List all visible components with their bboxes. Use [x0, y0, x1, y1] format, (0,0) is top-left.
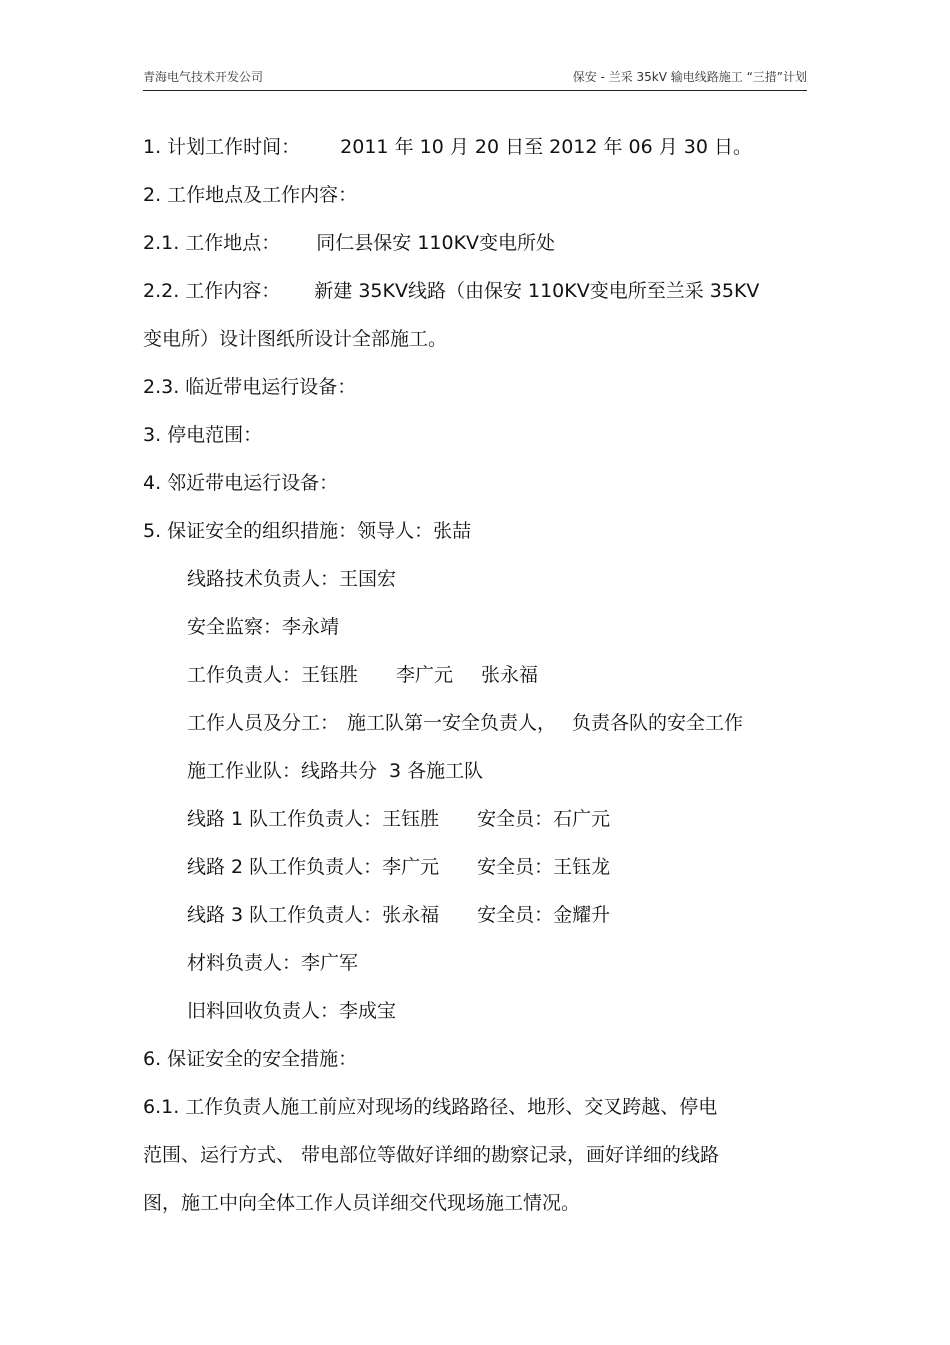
section-6-1-line-a: 6.1. 工作负责人施工前应对现场的线路路径、地形、交叉跨越、停电 — [143, 1096, 718, 1118]
tech-lead-line: 线路技术负责人：王国宏 — [187, 568, 397, 590]
staff-division-line — [143, 704, 823, 752]
work-content-value: 新建 35KV线路（由保安 110KV变电所至兰采 35KV — [314, 280, 760, 302]
section-5: 5. 保证安全的组织措施：领导人：张喆 — [143, 520, 472, 542]
work-location-value: 同仁县保安 110KV变电所处 — [316, 232, 556, 254]
work-content-line — [143, 272, 823, 320]
work-leaders-line — [143, 656, 823, 704]
staff-division-b: 负责各队的安全工作 — [572, 712, 744, 734]
team-3-leader: 线路 3 队工作负责人：张永福 — [187, 904, 440, 926]
section-2-3: 2.3. 临近带电运行设备： — [143, 376, 357, 398]
team-1-line — [143, 800, 823, 848]
section-6-1-line-c: 图，施工中向全体工作人员详细交代现场施工情况。 — [143, 1192, 581, 1214]
work-time-label: 1. 计划工作时间： — [143, 136, 301, 158]
team-1-safety: 安全员：石广元 — [477, 808, 611, 830]
construction-teams-label: 施工作业队：线路共分 — [187, 760, 378, 782]
header-company: 青海电气技术开发公司 — [143, 70, 264, 84]
team-3-safety: 安全员：金耀升 — [477, 904, 611, 926]
section-6-1-line-b: 范围、运行方式、 带电部位等做好详细的勘察记录，画好详细的线路 — [143, 1144, 720, 1166]
team-2-leader: 线路 2 队工作负责人：李广元 — [187, 856, 440, 878]
document-body — [143, 128, 823, 1232]
construction-teams-line — [143, 752, 823, 800]
team-2-safety: 安全员：王钰龙 — [477, 856, 611, 878]
work-time-line — [143, 128, 823, 176]
team-1-leader: 线路 1 队工作负责人：王钰胜 — [187, 808, 440, 830]
header-doc-title: 保安 - 兰采 35kV 输电线路施工 “三措”计划 — [572, 70, 807, 84]
section-6: 6. 保证安全的安全措施： — [143, 1048, 358, 1070]
team-2-line — [143, 848, 823, 896]
work-location-label: 2.1. 工作地点： — [143, 232, 281, 254]
page-header — [143, 64, 807, 91]
section-3: 3. 停电范围： — [143, 424, 263, 446]
work-content-continuation: 变电所）设计图纸所设计全部施工。 — [143, 328, 448, 350]
work-time-value: 2011 年 10 月 20 日至 2012 年 06 月 30 日。 — [340, 136, 753, 158]
work-leader-2: 李广元 — [396, 664, 454, 686]
recycle-lead-line: 旧料回收负责人：李成宝 — [187, 1000, 397, 1022]
construction-teams-count: 3 各施工队 — [389, 760, 484, 782]
staff-division-label: 工作人员及分工： — [187, 712, 340, 734]
work-leaders-label: 工作负责人：王钰胜 — [187, 664, 359, 686]
work-leader-3: 张永福 — [481, 664, 539, 686]
section-4: 4. 邻近带电运行设备： — [143, 472, 339, 494]
staff-division-a: 施工队第一安全负责人， — [347, 712, 557, 734]
work-location-line — [143, 224, 823, 272]
safety-supervisor-line: 安全监察：李永靖 — [187, 616, 340, 638]
team-3-line — [143, 896, 823, 944]
material-lead-line: 材料负责人：李广军 — [187, 952, 359, 974]
work-content-label: 2.2. 工作内容： — [143, 280, 281, 302]
section-2-heading: 2. 工作地点及工作内容： — [143, 184, 358, 206]
